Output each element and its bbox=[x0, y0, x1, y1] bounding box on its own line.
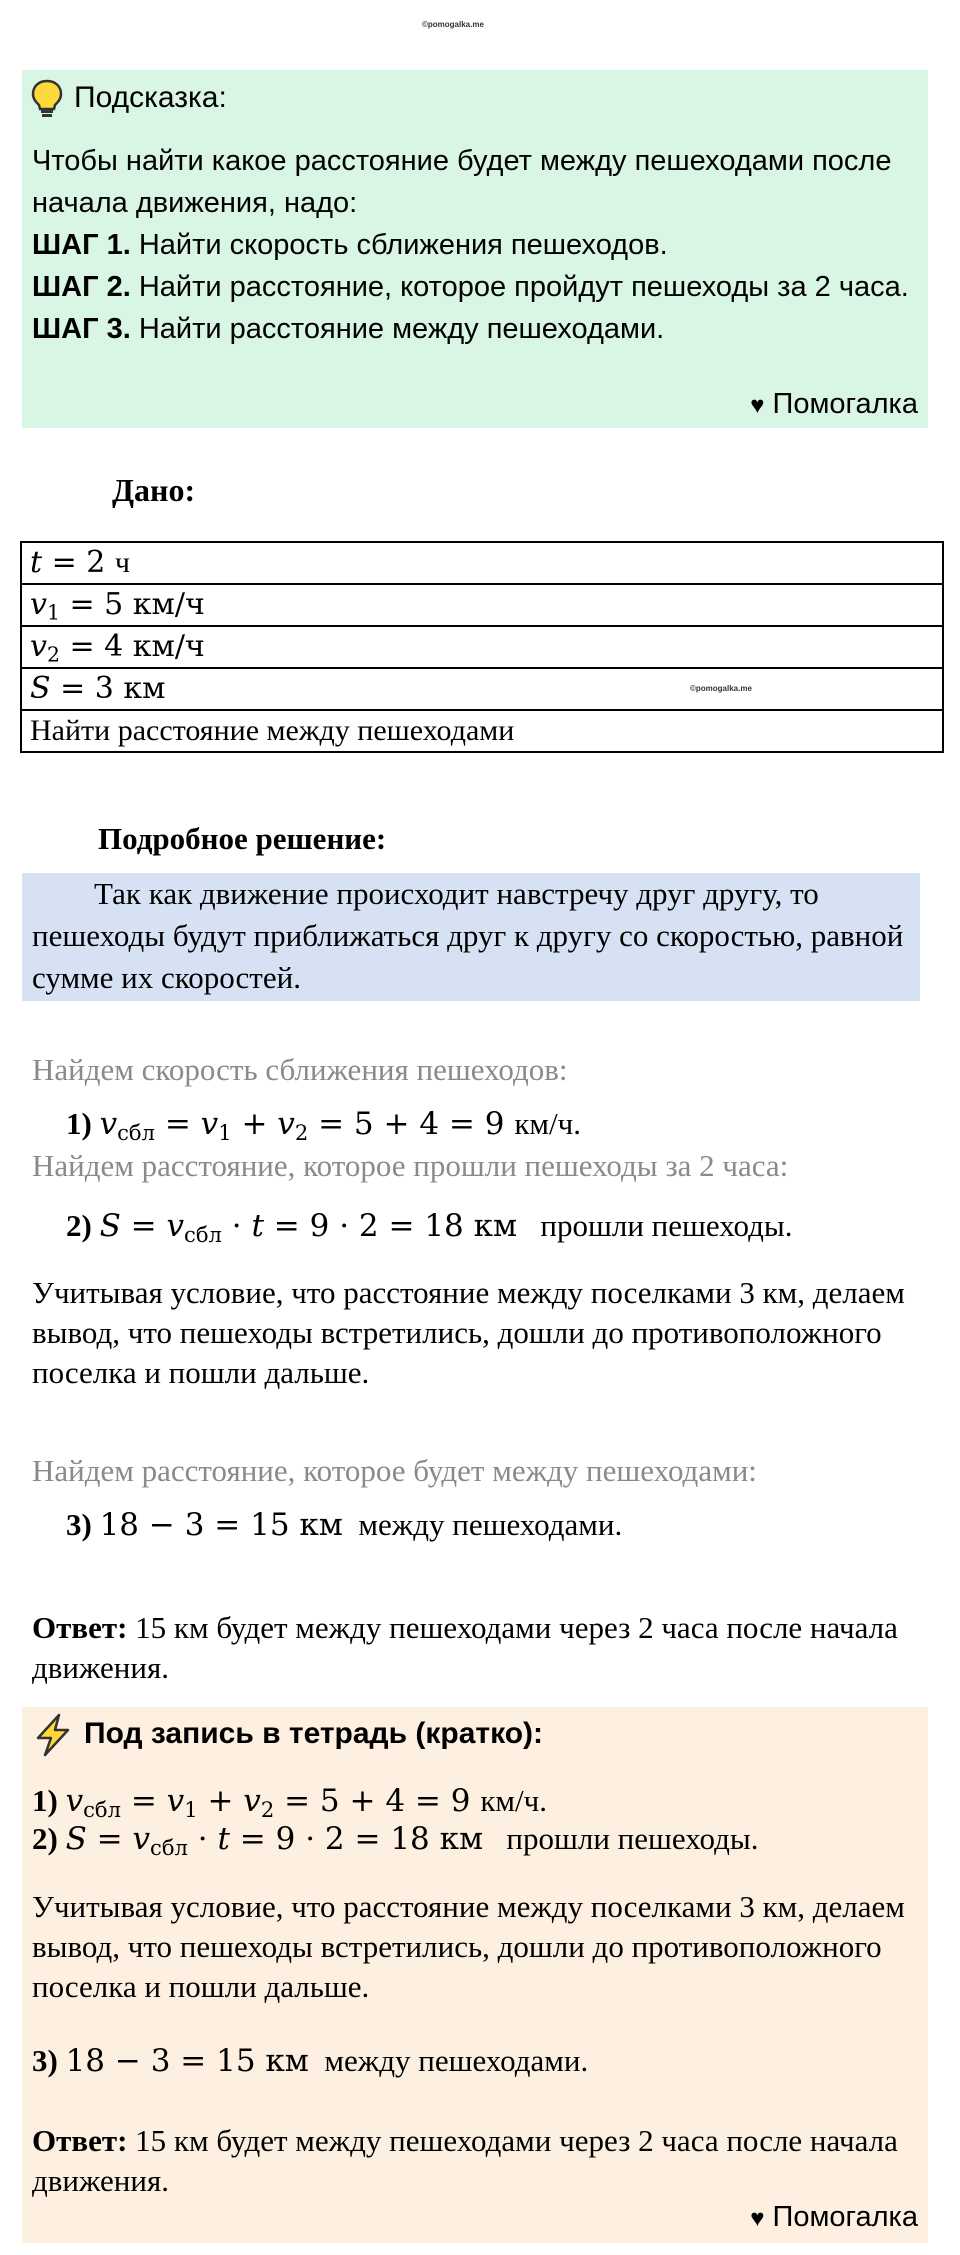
sub: 2 bbox=[260, 1796, 275, 1822]
given-row bbox=[21, 668, 943, 710]
expr: = 9 · 2 = 18 bbox=[263, 1208, 474, 1244]
sub: 2 bbox=[46, 642, 60, 667]
watermark-table: ©pomogalka.me bbox=[690, 684, 752, 693]
op: · bbox=[187, 1821, 218, 1857]
step-num: 3) bbox=[66, 1507, 92, 1542]
heart-icon: ♥ bbox=[750, 392, 765, 419]
var: v bbox=[166, 1208, 185, 1244]
var: v bbox=[132, 1821, 151, 1857]
step-num: 1) bbox=[32, 1783, 58, 1818]
find-cell: Найти расстояние между пешеходами bbox=[21, 710, 943, 752]
subheading-1: Найдем скорость сближения пешеходов: bbox=[32, 1052, 568, 1087]
hint-text bbox=[32, 140, 922, 350]
given-row bbox=[21, 584, 943, 626]
given-row bbox=[21, 542, 943, 584]
var: S bbox=[65, 1821, 87, 1857]
step-tail: прошли пешеходы. bbox=[506, 1821, 759, 1856]
unit: км/ч bbox=[132, 587, 205, 622]
step-1 bbox=[66, 1106, 581, 1145]
step-label: ШАГ 2. bbox=[32, 271, 131, 303]
var: v bbox=[65, 1783, 84, 1819]
op: + bbox=[231, 1106, 278, 1142]
var: t bbox=[217, 1821, 230, 1857]
brand-text: Помогалка bbox=[772, 2201, 918, 2233]
unit: км bbox=[265, 2043, 309, 2079]
hint-box bbox=[22, 70, 928, 428]
var: v bbox=[99, 1106, 118, 1142]
step-text: Найти скорость сближения пешеходов. bbox=[130, 229, 668, 261]
step-num: 3) bbox=[32, 2043, 58, 2078]
lightbulb-icon bbox=[30, 78, 64, 123]
step-tail: прошли пешеходы. bbox=[540, 1208, 793, 1243]
var: S bbox=[30, 671, 51, 706]
unit: км bbox=[299, 1507, 343, 1543]
hint-title: Подсказка: bbox=[74, 81, 227, 114]
notebook-box bbox=[22, 1707, 928, 2243]
hint-intro: Чтобы найти какое расстояние будет между пешеходами после начала движения, надо: bbox=[32, 145, 892, 219]
step-label: ШАГ 3. bbox=[32, 313, 131, 345]
brand-label-bottom bbox=[750, 2201, 918, 2234]
unit: км bbox=[123, 671, 166, 706]
var: v bbox=[277, 1106, 295, 1142]
eq: = 2 bbox=[42, 545, 115, 580]
var: S bbox=[99, 1208, 121, 1244]
sub: 1 bbox=[184, 1796, 198, 1822]
answer bbox=[32, 1608, 932, 1688]
op: · bbox=[221, 1208, 252, 1244]
var: v bbox=[30, 629, 47, 664]
given-title: Дано: bbox=[112, 472, 196, 508]
short-step-2 bbox=[32, 1821, 759, 1860]
unit: км/ч. bbox=[514, 1106, 581, 1141]
sub: сбл bbox=[184, 1221, 222, 1247]
eq: = bbox=[86, 1821, 133, 1857]
heart-icon: ♥ bbox=[750, 2205, 765, 2232]
answer-text: 15 км будет между пешеходами через 2 часа после начала движения. bbox=[32, 2123, 898, 2198]
sub: сбл bbox=[150, 1834, 188, 1860]
step-tail: между пешеходами. bbox=[358, 1507, 623, 1542]
eq: = bbox=[154, 1106, 201, 1142]
hint-step-3 bbox=[32, 308, 922, 350]
step-text: Найти расстояние между пешеходами. bbox=[130, 313, 665, 345]
expr: = 5 + 4 = 9 bbox=[308, 1106, 515, 1142]
var: v bbox=[166, 1783, 185, 1819]
unit: ч bbox=[114, 546, 130, 579]
short-step-1 bbox=[32, 1783, 547, 1822]
answer-label: Ответ: bbox=[32, 1610, 128, 1645]
step-num: 2) bbox=[66, 1208, 92, 1243]
sub: 2 bbox=[294, 1119, 309, 1145]
solution-title: Подробное решение: bbox=[98, 821, 387, 856]
brand-text: Помогалка bbox=[772, 388, 918, 420]
hint-step-1 bbox=[32, 224, 922, 266]
expr: 18 − 3 = 15 bbox=[65, 2043, 266, 2079]
answer-text: 15 км будет между пешеходами через 2 часа после начала движения. bbox=[32, 1610, 898, 1685]
subheading-2: Найдем расстояние, которое прошли пешеходы за 2 часа: bbox=[32, 1148, 789, 1183]
eq: = bbox=[120, 1783, 167, 1819]
expr: 18 − 3 = 15 bbox=[99, 1507, 300, 1543]
sub: сбл bbox=[117, 1119, 155, 1145]
var: t bbox=[30, 545, 43, 580]
step-2 bbox=[66, 1208, 793, 1247]
short-consider: Учитывая условие, что расстояние между поселками 3 км, делаем вывод, что пешеходы встретились, дошли до противоположного поселка и пошли дальше. bbox=[32, 1889, 905, 2004]
given-table bbox=[20, 541, 944, 753]
expr: = 9 · 2 = 18 bbox=[229, 1821, 440, 1857]
short-step-3 bbox=[32, 2043, 588, 2079]
notebook-title: Под запись в тетрадь (кратко): bbox=[84, 1717, 544, 1750]
step-num: 1) bbox=[66, 1106, 92, 1141]
unit: км bbox=[439, 1821, 484, 1857]
var: v bbox=[200, 1106, 219, 1142]
consider-paragraph: Учитывая условие, что расстояние между поселками 3 км, делаем вывод, что пешеходы встретились, дошли до противоположного поселка и пошли дальше. bbox=[32, 1275, 905, 1390]
unit: км/ч. bbox=[480, 1783, 547, 1818]
given-row bbox=[21, 626, 943, 668]
given-row bbox=[21, 710, 943, 752]
step-3 bbox=[66, 1507, 622, 1543]
brand-label bbox=[750, 388, 918, 421]
step-tail: между пешеходами. bbox=[324, 2043, 589, 2078]
eq: = 5 bbox=[59, 587, 133, 622]
step-label: ШАГ 1. bbox=[32, 229, 131, 261]
lightning-icon bbox=[32, 1713, 74, 1762]
unit: км/ч bbox=[132, 629, 205, 664]
explanation-box bbox=[22, 873, 920, 1001]
unit: км bbox=[473, 1208, 518, 1244]
eq: = 3 bbox=[50, 671, 124, 706]
var: v bbox=[30, 587, 47, 622]
var: t bbox=[251, 1208, 264, 1244]
sub: 1 bbox=[218, 1119, 232, 1145]
sub: 1 bbox=[46, 600, 60, 625]
answer-label: Ответ: bbox=[32, 2123, 128, 2158]
op: + bbox=[197, 1783, 244, 1819]
var: v bbox=[243, 1783, 261, 1819]
sub: сбл bbox=[83, 1796, 121, 1822]
explanation-text: Так как движение происходит навстречу друг другу, то пешеходы будут приближаться друг к другу со скоростью, равной сумме их скоростей. bbox=[32, 876, 904, 995]
subheading-3: Найдем расстояние, которое будет между пешеходами: bbox=[32, 1453, 757, 1488]
step-num: 2) bbox=[32, 1821, 58, 1856]
watermark-top: ©pomogalka.me bbox=[422, 20, 484, 29]
step-text: Найти расстояние, которое пройдут пешеходы за 2 часа. bbox=[130, 271, 909, 303]
eq: = bbox=[120, 1208, 167, 1244]
eq: = 4 bbox=[59, 629, 133, 664]
short-answer bbox=[32, 2121, 922, 2201]
expr: = 5 + 4 = 9 bbox=[274, 1783, 481, 1819]
hint-step-2 bbox=[32, 266, 922, 308]
